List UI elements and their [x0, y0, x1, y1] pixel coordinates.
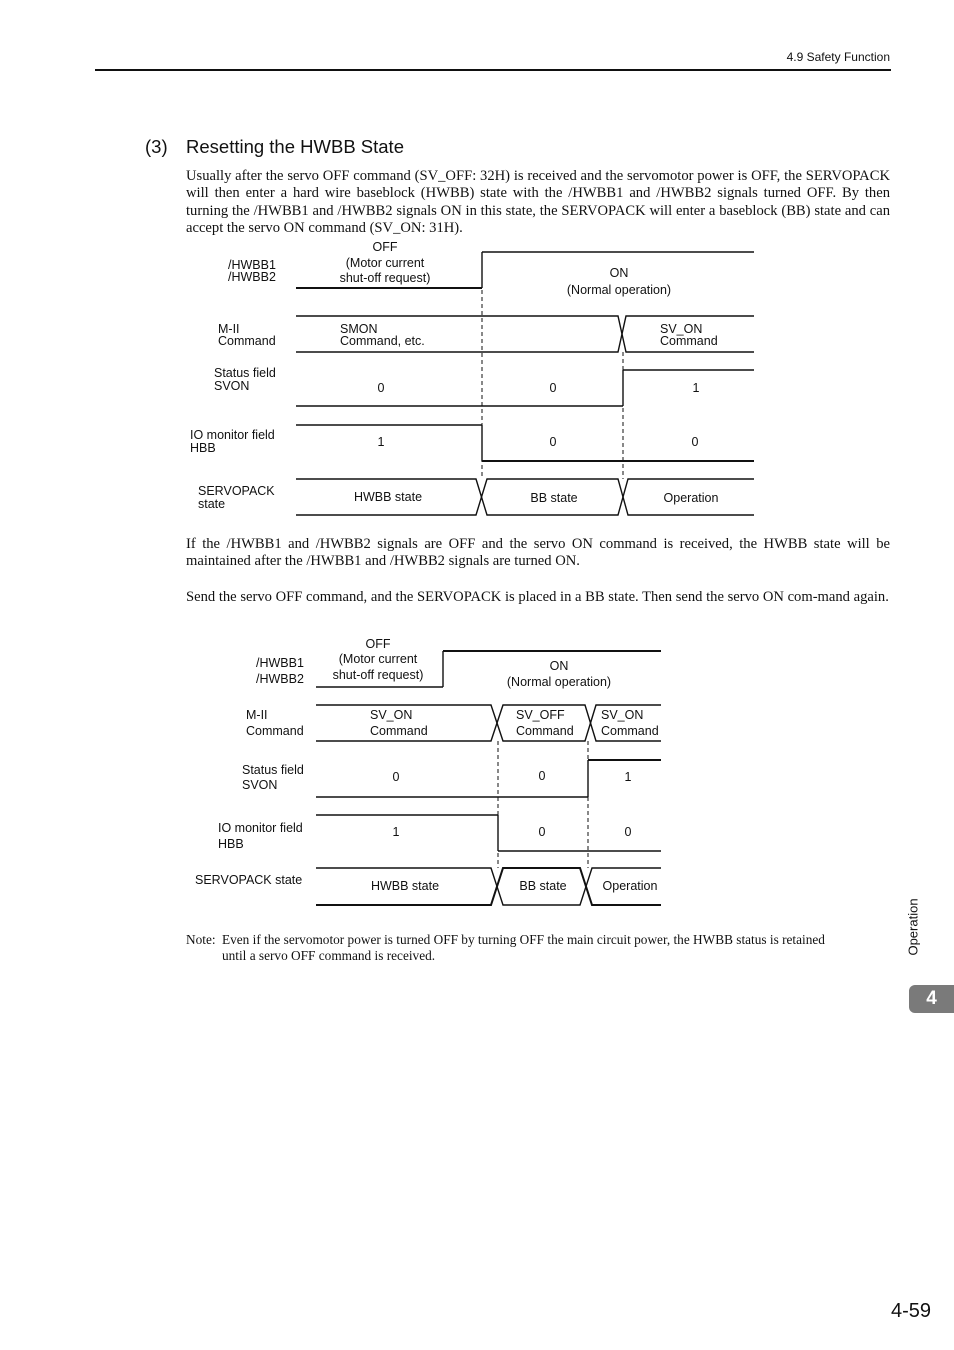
d1-state-2: Operation — [663, 491, 719, 505]
header-rule — [95, 69, 891, 71]
d1-row-hwbb-1: /HWBB1 — [228, 258, 276, 272]
d1-row-status-2: SVON — [214, 379, 250, 393]
running-header: 4.9 Safety Function — [786, 50, 890, 64]
d1-row-io-1: IO monitor field — [190, 428, 275, 442]
d1-state-0: HWBB state — [353, 490, 423, 504]
d1-hwbb-off-1: OFF — [372, 240, 398, 254]
d1-cmd-b-2: Command — [660, 334, 718, 348]
d2-row-status-2: SVON — [242, 778, 278, 792]
d2-row-status-1: Status field — [242, 763, 304, 777]
d1-hwbb-on-1: ON — [609, 266, 629, 280]
note-label: Note: — [186, 932, 216, 947]
d1-cmd-b-1: SV_ON — [660, 322, 703, 336]
d2-svon-2: 1 — [624, 770, 632, 784]
d1-cmd-a-1: SMON — [340, 322, 378, 336]
d2-hbb-1: 0 — [538, 825, 546, 839]
d2-row-hwbb-1: /HWBB1 — [256, 656, 304, 670]
d1-hbb-0: 1 — [377, 435, 385, 449]
d2-cmd-a-2: Command — [370, 724, 428, 738]
d1-row-hwbb-2: /HWBB2 — [228, 270, 276, 284]
section-number: (3) — [145, 136, 168, 157]
section-heading — [145, 136, 404, 158]
d1-hbb-1: 0 — [549, 435, 557, 449]
d1-svon-1: 0 — [549, 381, 557, 395]
d2-row-cmd-2: Command — [246, 724, 304, 738]
d2-row-state-1: SERVOPACK state — [195, 873, 303, 887]
paragraph-maintained: If the /HWBB1 and /HWBB2 signals are OFF and the servo ON command is received, the HWBB state will be maintained after the /HWBB1 and /HWBB2 signals are turned ON. — [186, 536, 890, 570]
d2-row-hwbb-2: /HWBB2 — [256, 672, 304, 686]
d2-hbb-2: 0 — [624, 825, 632, 839]
d1-hbb-2: 0 — [691, 435, 699, 449]
d1-svon-2: 1 — [692, 381, 700, 395]
d2-hbb-0: 1 — [392, 825, 400, 839]
paragraph-resend: Send the servo OFF command, and the SERVOPACK is placed in a BB state. Then send the servo ON com-mand again. — [186, 589, 889, 605]
d1-row-status-1: Status field — [214, 366, 276, 380]
timing-diagram-2-lines — [316, 651, 661, 905]
note-line-1: Even if the servomotor power is turned OFF by turning OFF the main circuit power, the HWBB status is retained — [222, 932, 825, 947]
d2-hwbb-off-2: (Motor current — [338, 652, 418, 666]
d2-hwbb-on-1: ON — [549, 659, 569, 673]
d2-row-io-1: IO monitor field — [218, 821, 303, 835]
d1-row-state-2: state — [198, 497, 226, 511]
page-number: 4-59 — [890, 1300, 931, 1322]
d1-hwbb-off-3: shut-off request) — [339, 271, 431, 285]
d2-row-cmd-1: M-II — [246, 708, 268, 722]
d2-state-0: HWBB state — [370, 879, 440, 893]
d2-cmd-c-1: SV_ON — [601, 708, 644, 722]
timing-diagram-1-lines — [296, 252, 754, 515]
d1-hwbb-on-2: (Normal operation) — [566, 283, 672, 297]
d1-row-cmd-2: Command — [218, 334, 276, 348]
d2-cmd-a-1: SV_ON — [370, 708, 413, 722]
d2-cmd-b-2: Command — [516, 724, 574, 738]
d1-state-1: BB state — [530, 491, 578, 505]
d2-hwbb-off-1: OFF — [365, 637, 391, 651]
note — [186, 932, 886, 964]
d2-row-io-2: HBB — [218, 837, 244, 851]
d2-state-1: BB state — [519, 879, 567, 893]
d2-svon-1: 0 — [538, 769, 546, 783]
d1-hwbb-off-2: (Motor current — [345, 256, 425, 270]
chapter-side-label-text: Operation — [905, 898, 921, 956]
d1-row-cmd-1: M-II — [218, 322, 240, 336]
d2-svon-0: 0 — [392, 770, 400, 784]
paragraph-intro: Usually after the servo OFF command (SV_OFF: 32H) is received and the servomotor power is OFF, the SERVOPACK will then enter a hard wire baseblock (HWBB) state with the /HWBB1 and /HWBB2 signals turned OFF. By then turning the /HWBB1 and /HWBB2 signals ON in this state, the SERVOPACK will enter a baseblock (BB) state and can accept the servo ON command (SV_ON: 31H). — [186, 168, 890, 237]
d2-cmd-b-1: SV_OFF — [516, 708, 565, 722]
d2-cmd-c-2: Command — [601, 724, 659, 738]
d2-state-2: Operation — [602, 879, 658, 893]
note-line-2: until a servo OFF command is received. — [222, 948, 436, 963]
d2-hwbb-on-2: (Normal operation) — [506, 675, 612, 689]
d2-hwbb-off-3: shut-off request) — [332, 668, 424, 682]
chapter-tab: 4 — [909, 985, 954, 1013]
chapter-side-label — [900, 884, 926, 970]
d1-row-io-2: HBB — [190, 441, 216, 455]
d1-row-state-1: SERVOPACK — [198, 484, 275, 498]
d1-svon-0: 0 — [377, 381, 385, 395]
d1-cmd-a-2: Command, etc. — [340, 334, 425, 348]
section-title: Resetting the HWBB State — [186, 136, 404, 157]
